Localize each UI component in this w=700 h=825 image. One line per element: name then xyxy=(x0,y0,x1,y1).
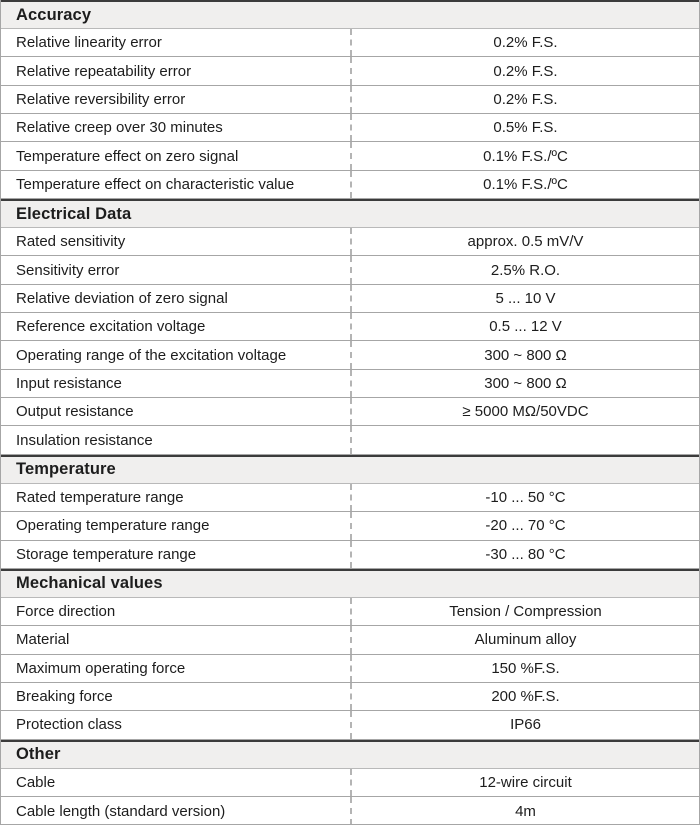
spec-row xyxy=(1,398,699,426)
spec-label: Input resistance xyxy=(16,374,122,392)
spec-value: 0.2% F.S. xyxy=(350,29,699,56)
spec-row xyxy=(1,57,699,85)
spec-value: 200 %F.S. xyxy=(350,683,699,710)
spec-value: 0.2% F.S. xyxy=(350,86,699,113)
spec-label: Output resistance xyxy=(16,403,134,421)
spec-row xyxy=(1,541,699,569)
spec-label: Relative linearity error xyxy=(16,34,162,52)
spec-value: 0.2% F.S. xyxy=(350,57,699,84)
spec-value: 12-wire circuit xyxy=(350,769,699,796)
spec-row xyxy=(1,29,699,57)
section-title: Electrical Data xyxy=(16,204,132,223)
spec-label: Breaking force xyxy=(16,688,113,706)
spec-value xyxy=(350,426,699,453)
spec-value: -20 ... 70 °C xyxy=(350,512,699,539)
spec-label: Maximum operating force xyxy=(16,659,186,677)
spec-row xyxy=(1,285,699,313)
spec-value: ≥ 5000 MΩ/50VDC xyxy=(350,398,699,425)
spec-label: Relative deviation of zero signal xyxy=(16,289,228,307)
spec-row xyxy=(1,256,699,284)
spec-label: Temperature effect on characteristic value xyxy=(16,175,295,193)
spec-value: 0.1% F.S./ºC xyxy=(350,171,699,198)
spec-value: 4m xyxy=(350,797,699,825)
spec-row xyxy=(1,512,699,540)
spec-label: Rated temperature range xyxy=(16,488,184,506)
spec-value: 5 ... 10 V xyxy=(350,285,699,312)
spec-row xyxy=(1,228,699,256)
spec-label: Insulation resistance xyxy=(16,431,153,449)
spec-value: 0.1% F.S./ºC xyxy=(350,142,699,169)
section-header xyxy=(1,569,699,598)
spec-label: Sensitivity error xyxy=(16,261,120,279)
section-header xyxy=(1,199,699,228)
spec-label: Material xyxy=(16,631,70,649)
spec-row xyxy=(1,655,699,683)
spec-row xyxy=(1,797,699,825)
spec-label: Temperature effect on zero signal xyxy=(16,147,239,165)
spec-value: -10 ... 50 °C xyxy=(350,484,699,511)
spec-label: Force direction xyxy=(16,603,116,621)
spec-label: Operating temperature range xyxy=(16,517,210,535)
section-title: Mechanical values xyxy=(16,574,163,593)
spec-value: approx. 0.5 mV/V xyxy=(350,228,699,255)
spec-value: Aluminum alloy xyxy=(350,626,699,653)
section-title: Accuracy xyxy=(16,5,92,24)
spec-row xyxy=(1,598,699,626)
spec-row xyxy=(1,370,699,398)
spec-value: Tension / Compression xyxy=(350,598,699,625)
section-title: Other xyxy=(16,745,61,764)
spec-row xyxy=(1,313,699,341)
spec-label: Relative repeatability error xyxy=(16,62,192,80)
spec-row xyxy=(1,341,699,369)
spec-row xyxy=(1,683,699,711)
section-title: Temperature xyxy=(16,460,116,479)
spec-row xyxy=(1,484,699,512)
spec-row xyxy=(1,114,699,142)
spec-value: 0.5% F.S. xyxy=(350,114,699,141)
spec-label: Cable xyxy=(16,773,56,791)
spec-row xyxy=(1,86,699,114)
spec-label: Protection class xyxy=(16,716,122,734)
spec-label: Cable length (standard version) xyxy=(16,802,226,820)
spec-value: -30 ... 80 °C xyxy=(350,541,699,568)
spec-label: Relative reversibility error xyxy=(16,90,186,108)
spec-value: 300 ~ 800 Ω xyxy=(350,341,699,368)
section-header xyxy=(1,0,699,29)
section-header xyxy=(1,740,699,769)
spec-value: 300 ~ 800 Ω xyxy=(350,370,699,397)
spec-label: Storage temperature range xyxy=(16,545,197,563)
spec-row xyxy=(1,171,699,199)
spec-row xyxy=(1,426,699,454)
spec-row xyxy=(1,711,699,739)
spec-row xyxy=(1,626,699,654)
spec-label: Rated sensitivity xyxy=(16,233,126,251)
spec-row xyxy=(1,142,699,170)
spec-label: Relative creep over 30 minutes xyxy=(16,119,223,137)
spec-value: IP66 xyxy=(350,711,699,738)
spec-label: Reference excitation voltage xyxy=(16,318,206,336)
spec-value: 2.5% R.O. xyxy=(350,256,699,283)
spec-label: Operating range of the excitation voltage xyxy=(16,346,287,364)
section-header xyxy=(1,455,699,484)
spec-value: 150 %F.S. xyxy=(350,655,699,682)
spec-value: 0.5 ... 12 V xyxy=(350,313,699,340)
spec-row xyxy=(1,769,699,797)
